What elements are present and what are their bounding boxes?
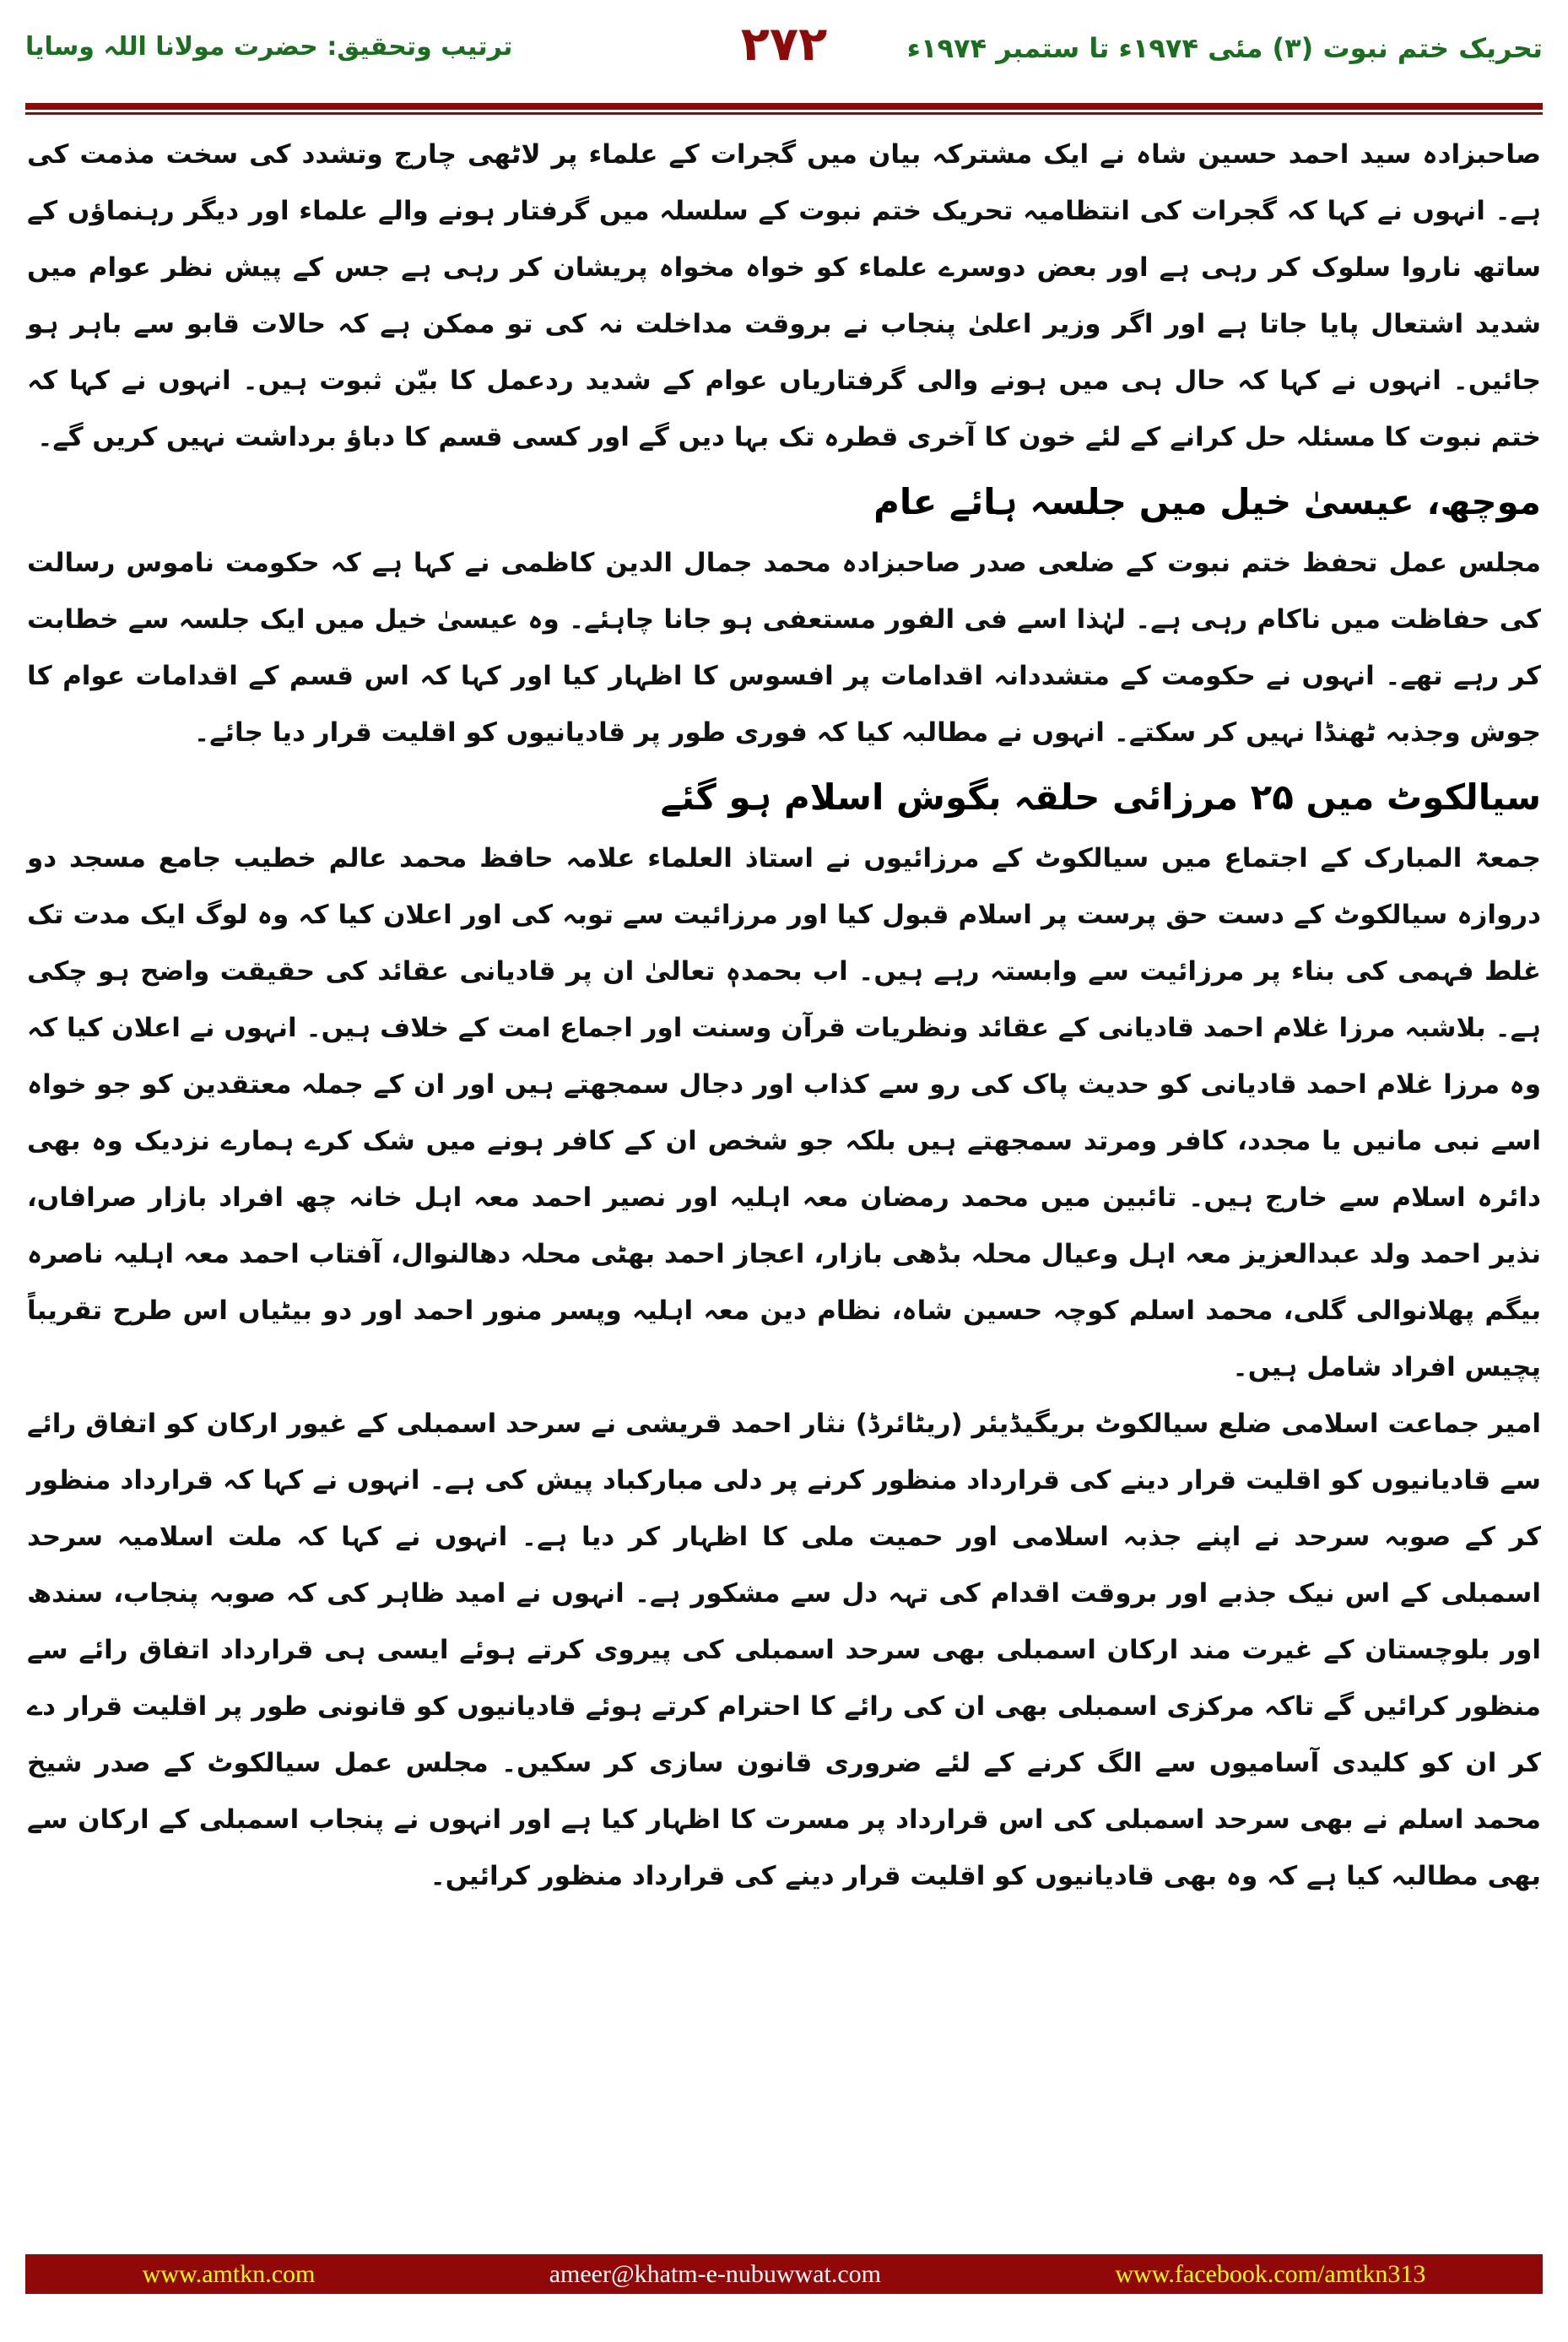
paragraph: جمعۃ المبارک کے اجتماع میں سیالکوٹ کے مرزائیوں نے استاذ العلماء علامہ حافظ محمد عالم خطیب جامع مسجد دو دروازہ سیالکوٹ کے دست حق پرست پر اسلام قبول کیا اور مرزائیت سے توبہ کی اور اعلان کیا کہ وہ لوگ ایک مدت تک غلط فہمی کی بناء پر مرزائیت سے وابستہ رہے ہیں۔ اب بحمدہٖ تعالیٰ ان پر قادیانی عقائد کی حقیقت واضح ہو چکی ہے۔ بلاشبہ مرزا غلام احمد قادیانی کے عقائد ونظریات قرآن وسنت اور اجماع امت کے خلاف ہیں۔ انہوں نے اعلان کیا کہ وہ مرزا غلام احمد قادیانی کو حدیث پاک کی رو سے کذاب اور دجال سمجھتے ہیں اور ان کے جملہ معتقدین کو جو خواہ اسے نبی مانیں یا مجدد، کافر ومرتد سمجھتے ہیں بلکہ جو شخص ان کے کافر ہونے میں شک کرے ہمارے نزدیک وہ بھی دائرہ اسلام سے خارج ہیں۔ تائبین میں محمد رمضان معہ اہلیہ اور نصیر احمد معہ اہل خانہ چھ افراد بازار صرافاں، نذیر احمد ولد عبدالعزیز معہ اہل وعیال محلہ بڈھی بازار، اعجاز احمد بھٹی محلہ دھالنوال، آفتاب احمد معہ اہلیہ ناصرہ بیگم پھلانوالی گلی، محمد اسلم کوچہ حسین شاہ، نظام دین معہ اہلیہ وپسر منور احمد اور دو بیٹیاں اس طرح تقریباً پچیس افراد شامل ہیں۔ [27,843,1541,1382]
email-link[interactable]: ameer@khatm-e-nubuwwat.com [549,2259,882,2288]
section-heading: موچھ، عیسیٰ خیل میں جلسہ ہائے عام [873,481,1541,522]
header-divider-thick [25,103,1543,110]
header-divider-thin [25,112,1543,115]
facebook-link[interactable]: www.facebook.com/amtkn313 [1115,2259,1426,2288]
paragraph: مجلس عمل تحفظ ختم نبوت کے ضلعی صدر صاحبزادہ محمد جمال الدین کاظمی نے کہا ہے کہ حکومت ناموس رسالت کی حفاظت میں ناکام رہی ہے۔ لہٰذا اسے فی الفور مستعفی ہو جانا چاہئے۔ وہ عیسیٰ خیل میں ایک جلسہ سے خطابت کر رہے تھے۔ انہوں نے حکومت کے متشددانہ اقدامات پر افسوس کا اظہار کیا اور کہا کہ اس قسم کے اقدامات عوام کا جوش وجذبہ ٹھنڈا نہیں کر سکتے۔ انہوں نے مطالبہ کیا کہ فوری طور پر قادیانیوں کو اقلیت قرار دیا جائے۔ [27,548,1541,748]
article-body [27,127,1541,1905]
paragraph: صاحبزادہ سید احمد حسین شاہ نے ایک مشترکہ بیان میں گجرات کے علماء پر لاٹھی چارج وتشدد کی سخت مذمت کی ہے۔ انہوں نے کہا کہ گجرات کی انتظامیہ تحریک ختم نبوت کے سلسلہ میں گرفتار ہونے والے علماء اور دیگر رہنماؤں کے ساتھ ناروا سلوک کر رہی ہے اور بعض دوسرے علماء کو خواہ مخواہ پریشان کر رہی ہے جس کے پیش نظر عوام میں شدید اشتعال پایا جاتا ہے اور اگر وزیر اعلیٰ پنجاب نے بروقت مداخلت نہ کی تو ممکن ہے کہ حالات قابو سے باہر ہو جائیں۔ انہوں نے کہا کہ حال ہی میں ہونے والی گرفتاریاں عوام کے شدید ردعمل کا بیّن ثبوت ہیں۔ انہوں نے کہا کہ ختم نبوت کا مسئلہ حل کرانے کے لئے خون کا آخری قطرہ تک بہا دیں گے اور کسی قسم کا دباؤ برداشت نہیں کریں گے۔ [27,139,1541,452]
compiler-credit: ترتیب وتحقیق: حضرت مولانا اللہ وسایا [25,32,513,62]
paragraph: امیر جماعت اسلامی ضلع سیالکوٹ بریگیڈیئر (ریٹائرڈ) نثار احمد قریشی نے سرحد اسمبلی کے غیور ارکان کو اتفاق رائے سے قادیانیوں کو اقلیت قرار دینے کی قرارداد منظور کرنے پر دلی مبارکباد پیش کی ہے۔ انہوں نے کہا کہ قرارداد منظور کر کے صوبہ سرحد نے اپنے جذبہ اسلامی اور حمیت ملی کا اظہار کر دیا ہے۔ انہوں نے کہا کہ ملت اسلامیہ سرحد اسمبلی کے اس نیک جذبے اور بروقت اقدام کی تہہ دل سے مشکور ہے۔ انہوں نے امید ظاہر کی کہ صوبہ پنجاب، سندھ اور بلوچستان کے غیرت مند ارکان اسمبلی بھی سرحد اسمبلی کی پیروی کرتے ہوئے ایسی ہی قرارداد اتفاق رائے سے منظور کرائیں گے تاکہ مرکزی اسمبلی بھی ان کی رائے کا احترام کرتے ہوئے قادیانیوں کو قانونی طور پر اقلیت قرار دے کر ان کو کلیدی آسامیوں سے الگ کرنے کے لئے ضروری قانون سازی کر سکیں۔ مجلس عمل سیالکوٹ کے صدر شیخ محمد اسلم نے بھی سرحد اسمبلی کی اس قرارداد پر مسرت کا اظہار کیا ہے اور انہوں نے پنجاب اسمبلی کے ارکان سے بھی مطالبہ کیا ہے کہ وہ بھی قادیانیوں کو اقلیت قرار دینے کی قرارداد منظور کرائیں۔ [27,1409,1541,1891]
page-header [25,17,1543,93]
book-title: تحریک ختم نبوت (۳) مئی ۱۹۷۴ء تا ستمبر ۱۹۷۴ء [906,32,1543,64]
page-number: ۲۷۲ [740,17,828,72]
website-link[interactable]: www.amtkn.com [142,2259,316,2288]
page-footer [25,2254,1543,2294]
section-heading: سیالکوٹ میں ۲۵ مرزائی حلقہ بگوش اسلام ہو گئے [660,776,1541,818]
